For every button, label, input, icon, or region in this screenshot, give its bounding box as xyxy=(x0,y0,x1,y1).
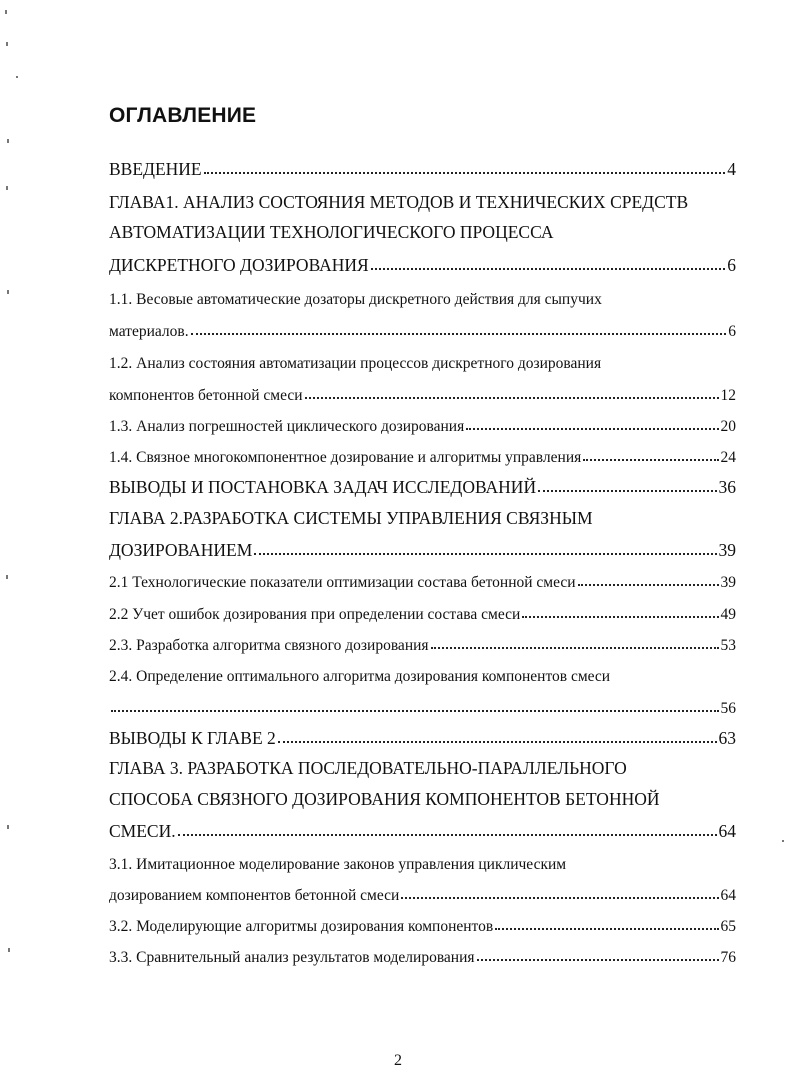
dot-leader xyxy=(466,427,718,430)
scan-speck xyxy=(16,76,18,78)
toc-entry xyxy=(109,499,736,527)
scan-speck xyxy=(6,575,8,579)
toc-entry xyxy=(109,213,736,241)
toc-entry xyxy=(109,150,736,178)
scan-speck xyxy=(7,290,9,294)
toc-entry xyxy=(109,562,736,590)
toc-entry-text: 1.4. Связное многокомпонентное дозирование и алгоритмы управления xyxy=(109,448,582,466)
page-title: ОГЛАВЛЕНИЕ xyxy=(109,104,257,127)
toc-entry-text: 2.3. Разработка алгоритма связного дозирования xyxy=(109,636,429,654)
dot-leader xyxy=(371,267,726,270)
toc-entry-page: 56 xyxy=(720,699,736,717)
toc-entry-page: 64 xyxy=(720,886,736,904)
toc-entry xyxy=(109,375,736,403)
dot-leader xyxy=(401,896,718,899)
toc-entry-page: 53 xyxy=(720,636,736,654)
toc-entry xyxy=(109,468,736,496)
toc-entry-text: ГЛАВА 3. РАЗРАБОТКА ПОСЛЕДОВАТЕЛЬНО-ПАРАЛЛЕЛЬНОГО xyxy=(109,757,627,778)
dot-leader xyxy=(477,958,719,961)
scan-speck xyxy=(782,840,784,842)
toc-entry-text: ГЛАВА1. АНАЛИЗ СОСТОЯНИЯ МЕТОДОВ И ТЕХНИЧЕСКИХ СРЕДСТВ xyxy=(109,191,689,212)
dot-leader xyxy=(431,646,719,649)
dot-leader xyxy=(191,332,727,335)
dot-leader xyxy=(305,396,719,399)
toc-entry xyxy=(109,656,736,684)
toc-entry xyxy=(109,875,736,903)
toc-entry xyxy=(109,531,736,559)
toc-entry-page: 6 xyxy=(727,254,736,275)
dot-leader xyxy=(111,709,719,712)
toc-entry-page: 36 xyxy=(718,476,736,497)
toc-entry xyxy=(109,311,736,339)
toc-entry-text: 2.4. Определение оптимального алгоритма дозирования компонентов смеси xyxy=(109,667,611,685)
toc-entry-text: 1.1. Весовые автоматические дозаторы дискретного действия для сыпучих xyxy=(109,290,602,308)
toc-entry-text: 2.2 Учет ошибок дозирования при определении состава смеси xyxy=(109,605,521,623)
toc-entry-text: компонентов бетонной смеси xyxy=(109,386,303,404)
dot-leader xyxy=(578,583,719,586)
toc-entry-text: 1.3. Анализ погрешностей циклического дозирования xyxy=(109,417,465,435)
dot-leader xyxy=(583,458,718,461)
toc-entry-page: 64 xyxy=(718,820,736,841)
toc-entry xyxy=(109,437,736,465)
toc-entry-page: 63 xyxy=(718,727,736,748)
toc-entry xyxy=(109,279,736,307)
toc-entry-text: 3.3. Сравнительный анализ результатов моделирования xyxy=(109,948,475,966)
toc-entry-text: ВЫВОДЫ К ГЛАВЕ 2 xyxy=(109,727,276,748)
toc-entry-page: 49 xyxy=(720,605,736,623)
toc-entry-page: 39 xyxy=(718,539,736,560)
toc-entry-text: АВТОМАТИЗАЦИИ ТЕХНОЛОГИЧЕСКОГО ПРОЦЕССА xyxy=(109,221,554,242)
scan-speck xyxy=(8,948,10,952)
toc-entry-page: 39 xyxy=(720,573,736,591)
toc-entry xyxy=(109,406,736,434)
toc-entry-text: 3.1. Имитационное моделирование законов управления циклическим xyxy=(109,855,567,873)
dot-leader xyxy=(204,171,726,174)
dot-leader xyxy=(178,833,717,836)
toc-entry-text: дозированием компонентов бетонной смеси xyxy=(109,886,400,904)
dot-leader xyxy=(254,552,716,555)
toc-entry-text: 3.2. Моделирующие алгоритмы дозирования компонентов xyxy=(109,917,494,935)
scan-speck xyxy=(5,10,7,14)
scan-speck xyxy=(6,42,8,46)
scan-speck xyxy=(6,186,8,190)
toc-entry-page: 20 xyxy=(720,417,736,435)
toc-entry-text: 2.1 Технологические показатели оптимизации состава бетонной смеси xyxy=(109,573,576,591)
toc-entry xyxy=(109,183,736,211)
toc-entry xyxy=(109,937,736,965)
toc-entry xyxy=(109,906,736,934)
toc-entry-text: СПОСОБА СВЯЗНОГО ДОЗИРОВАНИЯ КОМПОНЕНТОВ БЕТОННОЙ xyxy=(109,788,660,809)
page-number: 2 xyxy=(394,1052,402,1069)
toc-entry-text: СМЕСИ. xyxy=(109,820,176,841)
toc-entry xyxy=(109,246,736,274)
toc-entry xyxy=(109,780,736,808)
toc-entry-text: ВВЕДЕНИЕ xyxy=(109,158,202,179)
dot-leader xyxy=(495,927,718,930)
toc-entry-page: 24 xyxy=(720,448,736,466)
scan-speck xyxy=(7,825,9,829)
toc-entry xyxy=(109,749,736,777)
toc-entry-text: ГЛАВА 2.РАЗРАБОТКА СИСТЕМЫ УПРАВЛЕНИЯ СВЯЗНЫМ xyxy=(109,507,593,528)
toc-entry-text: материалов. xyxy=(109,322,189,340)
toc-entry-text: ДОЗИРОВАНИЕМ xyxy=(109,539,253,560)
toc-entry-page: 6 xyxy=(728,322,736,340)
toc-entry xyxy=(109,719,736,747)
toc-entry-page: 4 xyxy=(727,158,736,179)
toc-entry-page: 12 xyxy=(720,386,736,404)
toc-entry-page: 65 xyxy=(720,917,736,935)
toc-entry-text: ВЫВОДЫ И ПОСТАНОВКА ЗАДАЧ ИССЛЕДОВАНИЙ xyxy=(109,476,537,497)
dot-leader xyxy=(522,615,718,618)
scan-speck xyxy=(7,139,9,143)
toc-entry xyxy=(109,625,736,653)
toc-entry xyxy=(109,812,736,840)
dot-leader xyxy=(538,489,716,492)
toc-entry xyxy=(109,688,736,716)
toc-entry-page: 76 xyxy=(720,948,736,966)
dot-leader xyxy=(278,740,717,743)
toc-entry xyxy=(109,343,736,371)
toc-entry xyxy=(109,594,736,622)
toc-entry-text: ДИСКРЕТНОГО ДОЗИРОВАНИЯ xyxy=(109,254,369,275)
toc-entry xyxy=(109,844,736,872)
toc-entry-text: 1.2. Анализ состояния автоматизации процессов дискретного дозирования xyxy=(109,354,602,372)
